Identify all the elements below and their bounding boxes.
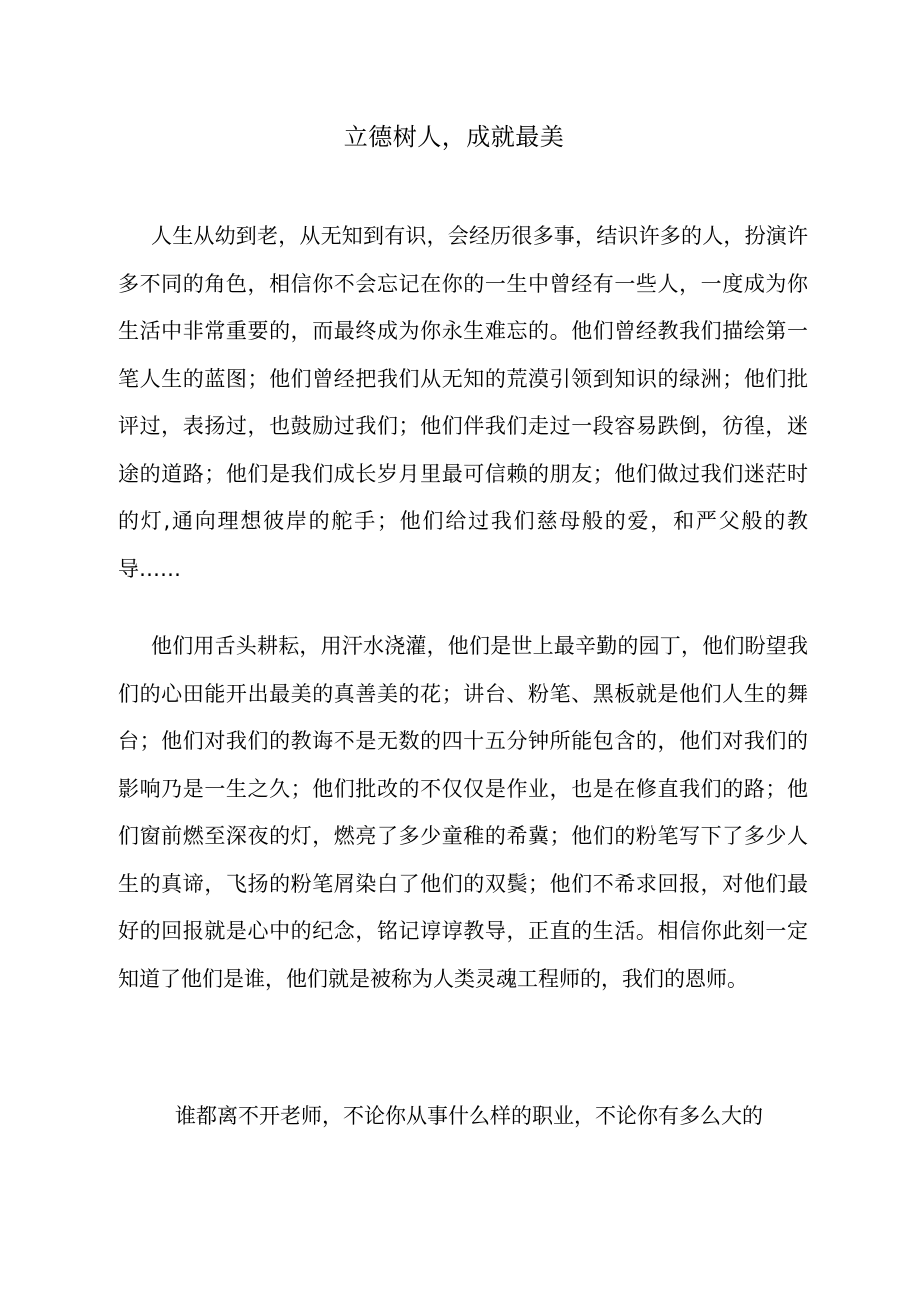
paragraph-1: 人生从幼到老，从无知到有识，会经历很多事，结识许多的人，扮演许多不同的角色，相信你不会忘记在你的一生中曾经有一些人，一度成为你生活中非常重要的，而最终成为你永生难忘的。他们曾经教我们描绘第一笔人生的蓝图；他们曾经把我们从无知的荒漠引领到知识的绿洲；他们批评过，表扬过，也鼓励过我们；他们伴我们走过一段容易跌倒，彷徨，迷途的道路；他们是我们成长岁月里最可信赖的朋友；他们做过我们迷茫时的灯,通向理想彼岸的舵手；他们给过我们慈母般的爱，和严父般的教导……: [118, 224, 808, 581]
paragraph-2: 他们用舌头耕耘，用汗水浇灌，他们是世上最辛勤的园丁，他们盼望我们的心田能开出最美的真善美的花；讲台、粉笔、黑板就是他们人生的舞台；他们对我们的教诲不是无数的四十五分钟所能包含的，他们对我们的影响乃是一生之久；他们批改的不仅仅是作业，也是在修直我们的路；他们窗前燃至深夜的灯，燃亮了多少童稚的希冀；他们的粉笔写下了多少人生的真谛，飞扬的粉笔屑染白了他们的双鬓；他们不希求回报，对他们最好的回报就是心中的纪念，铭记谆谆教导，正直的生活。相信你此刻一定知道了他们是谁，他们就是被称为人类灵魂工程师的，我们的恩师。: [118, 634, 808, 991]
document-title: 立德树人，成就最美: [343, 123, 565, 151]
paragraph-3: 谁都离不开老师，不论你从事什么样的职业，不论你有多么大的: [175, 1104, 763, 1128]
